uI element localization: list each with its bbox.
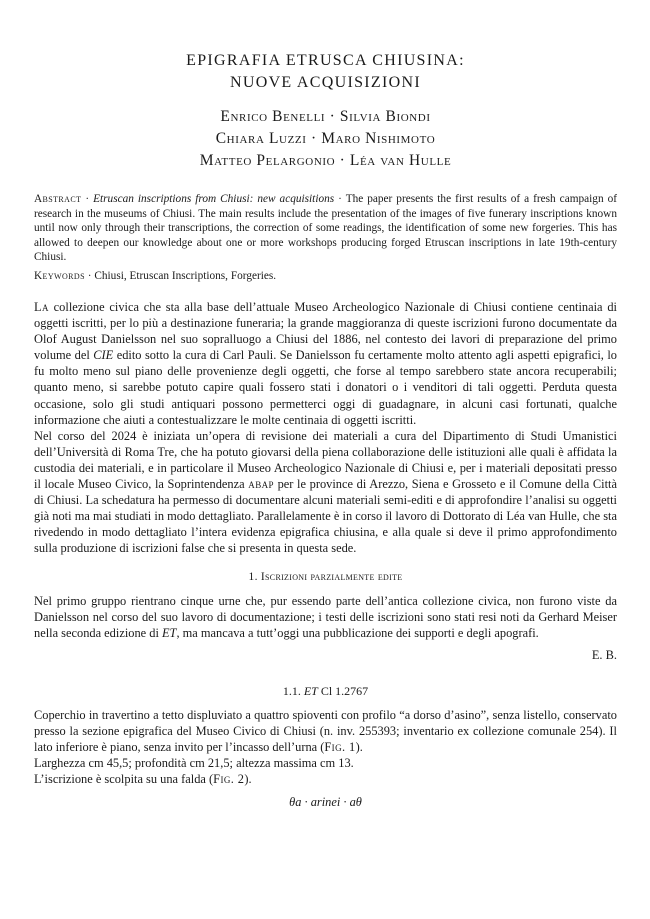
et-reference: ET [161, 625, 177, 640]
subheading-rest: Cl 1.2767 [317, 683, 369, 698]
section11-p3-text-b: ). [244, 772, 252, 787]
abstract-separator-2: · [334, 193, 346, 205]
section11-p1-text-b: ). [355, 740, 363, 755]
keywords-text: Chiusi, Etruscan Inscriptions, Forgeries. [94, 269, 277, 282]
abstract-label: Abstract [34, 193, 82, 205]
section11-p3-text-a: L’iscrizione è scolpita su una falda ( [34, 772, 214, 787]
section11-p1-text-a: Coperchio in travertino a tetto displuviato a quattro spioventi con profilo “a dorso d’asino”, senza listello, conservato presso la sezione epigrafica del Museo Civico di Chiusi (n. inv. 255393; inventario ex collezione comunale 254). Il lato inferiore è piano, senza invito per l’incasso dell’urna ( [34, 708, 617, 755]
section11-paragraph-2: Larghezza cm 45,5; profondità cm 21,5; altezza massima cm 13. [34, 756, 354, 771]
subheading-number: 1.1. [282, 683, 304, 698]
abstract-title: Etruscan inscriptions from Chiusi: new acquisitions [93, 193, 335, 205]
figure-ref-2[interactable]: Fig. 2 [213, 772, 245, 787]
section11-paragraph-3 [34, 771, 617, 787]
title-line-1: EPIGRAFIA ETRUSCA CHIUSINA: [186, 52, 465, 69]
keywords [34, 269, 617, 284]
authors-line-1: Enrico Benelli · Silvia Biondi [220, 108, 431, 125]
section1-text-b: , ma mancava a tutt’oggi una pubblicazione dei supporti e degli apografi. [176, 625, 539, 640]
figure-ref-1[interactable]: Fig. 1 [324, 740, 356, 755]
paper-title [34, 50, 617, 94]
section-heading-1: 1. Iscrizioni parzialmente edite [248, 570, 403, 583]
abstract-text: The paper presents the first results of a fresh campaign of research in the museums of Chiusi. The main results include the presentation of the images of five funerary inscriptions known until now only through their transcriptions, the correction of some readings, the identification of some new forgeries. This has allowed to deepen our knowledge about one or more workshops producing forged Etruscan inscriptions in late 19th-century Chiusi. [34, 193, 617, 263]
section-heading-1-1 [34, 683, 617, 699]
abstract-separator: · [81, 193, 94, 205]
intro-p1-text-a: collezione civica che sta alla base dell’attuale Museo Archeologico Nazionale di Chiusi contiene centinaia di oggetti iscritti, per lo più a destinazione funeraria; la grande maggioranza di queste iscrizioni furono documentate da Olof August Danielsson nel suo sopralluogo a Chiusi del 1886, nel contesto dei lavori di preparazione del primo volume del [34, 300, 617, 363]
intro-first-word: La [34, 300, 49, 314]
authors-line-2: Chiara Luzzi · Maro Nishimoto [215, 130, 436, 147]
title-line-2: NUOVE ACQUISIZIONI [230, 74, 421, 91]
section11-paragraph-1 [34, 707, 617, 755]
abap-abbrev: abap [248, 477, 274, 492]
cie-reference: CIE [93, 348, 114, 363]
intro-paragraph-2 [34, 428, 617, 557]
section1-paragraph [34, 593, 617, 641]
authors-line-3: Matteo Pelargonio · Léa van Hulle [199, 152, 452, 169]
intro-p1-text-b: edito sotto la cura di Carl Pauli. Se Danielsson fu certamente molto attento agli aspetti epigrafici, lo fu molto meno sul piano delle provenienze degli oggetti, che forse al tempo sarebbero state ancora recuperabili; quanto meno, si sarebbe potuto capire quali fossero stati i donatori o i venditori di tali oggetti. Perduta questa occasione, solo gli studi antiquari possono permetterci oggi di guadagnare, in alcuni casi fortunati, qualche informazione che aiuti a contestualizzare le molte centinaia di oggetti iscritti. [34, 348, 618, 427]
keywords-separator: · [84, 269, 95, 282]
keywords-label: Keywords [34, 269, 85, 282]
section1-text-a: Nel primo gruppo rientrano cinque urne che, pur essendo parte dell’antica collezione civica, non furono viste da Danielsson nel corso del suo lavoro di documentazione; i testi delle iscrizioni sono stati resi noti da Gerhard Meiser nella seconda edizione di [34, 593, 617, 640]
inscription-transcription: θa · arinei · aθ [289, 794, 362, 809]
intro-p2-text-b: per le province di Arezzo, Siena e Grosseto e il Comune della Città di Chiusi. La schedatura ha permesso di documentare alcuni materiali semi-editi e di approfondire l’analisi su oggetti già noti ma mai studiati in modo dettagliato. Parallelamente è in corso il lavoro di Dottorato di Léa van Hulle, che sta rivedendo in modo dettagliato l’intera evidenza epigrafica chiusina, e alla quale si deve il primo approfondimento sulla produzione di iscrizioni false che si presenta in questa sede. [34, 477, 617, 556]
paper-page [34, 0, 617, 810]
author-initials: E. B. [591, 647, 617, 662]
abstract [34, 192, 617, 265]
intro-paragraph-1 [34, 299, 617, 428]
author-list [34, 106, 617, 172]
subheading-et: ET [303, 683, 318, 698]
intro-p2-text-a: Nel corso del 2024 è iniziata un’opera di revisione dei materiali a cura del Dipartimento di Studi Umanistici dell’Università di Roma Tre, che ha potuto giovarsi della piena collaborazione delle istituzioni alle quali è affidata la custodia dei materiali, e in particolare il Museo Archeologico Nazionale di Chiusi e, per i materiali depositati presso il locale Museo Civico, la Soprintendenza [34, 428, 617, 492]
intro-section [34, 299, 617, 810]
